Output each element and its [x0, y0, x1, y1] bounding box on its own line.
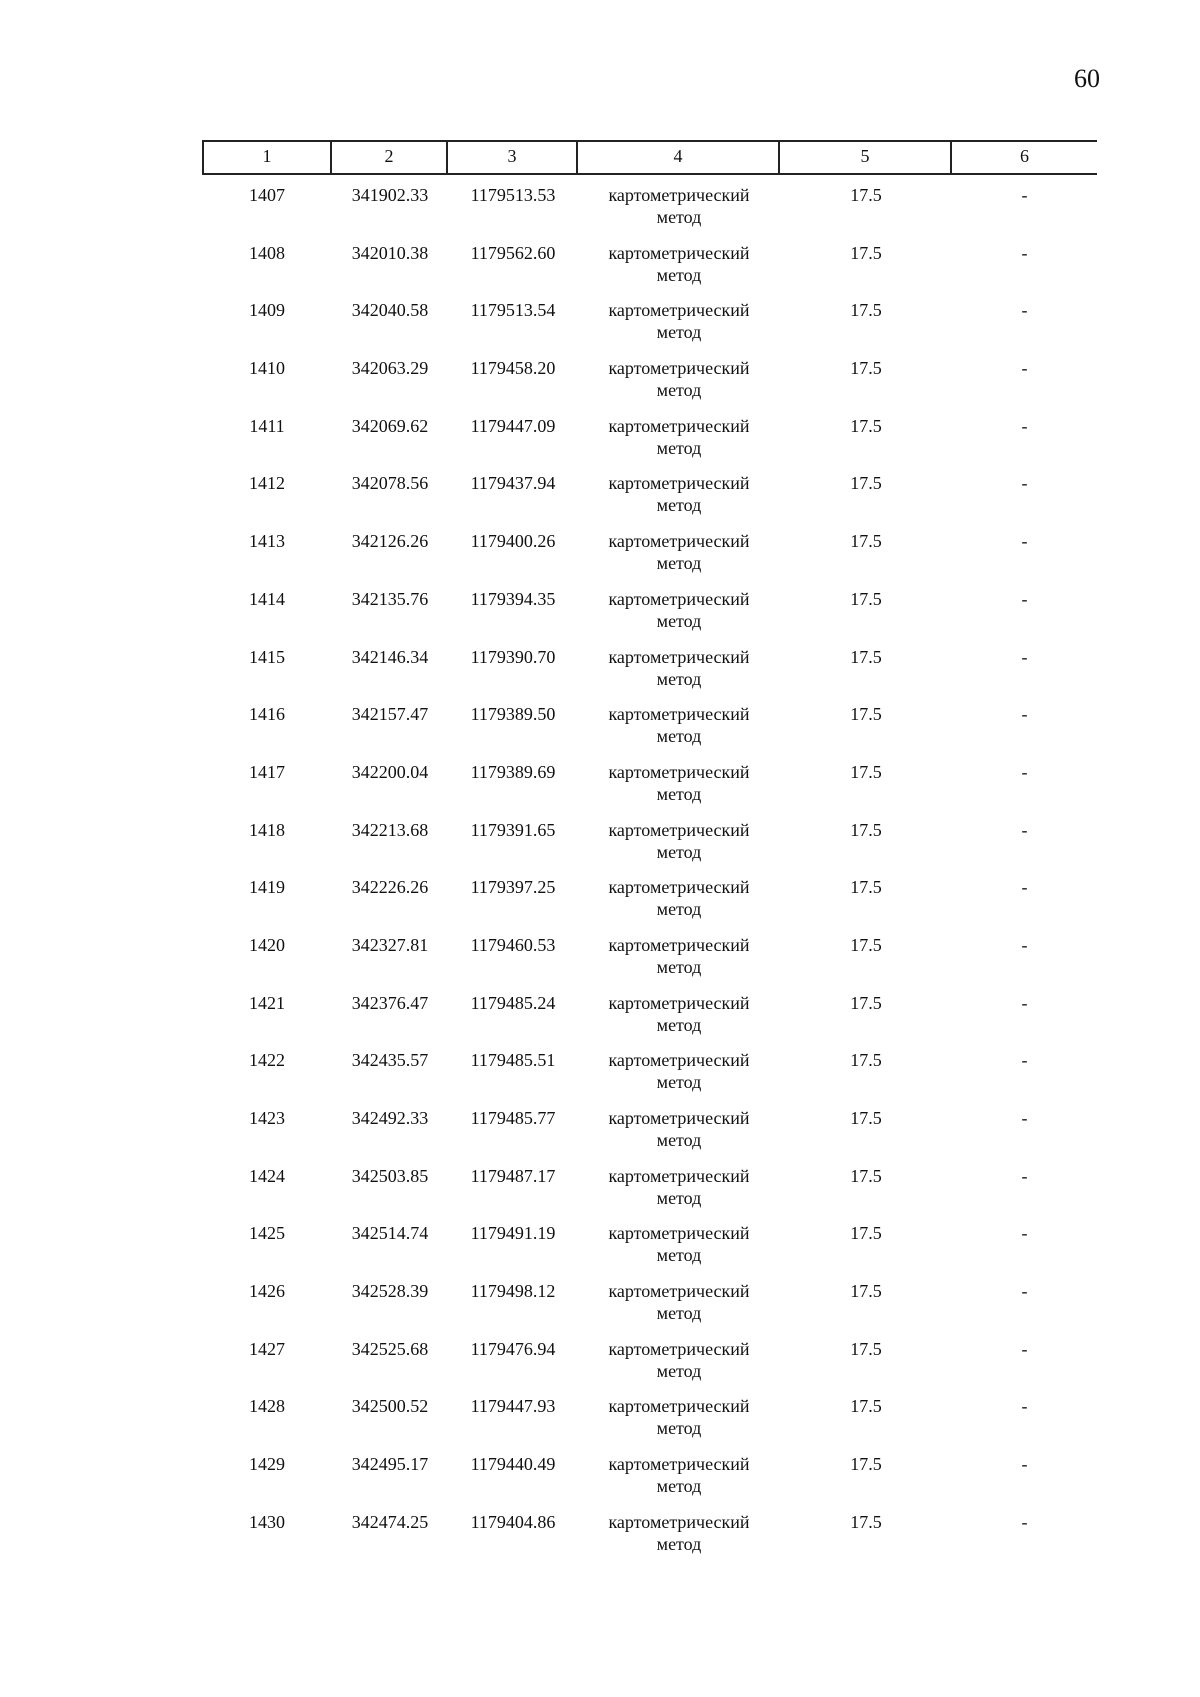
- point-number-cell: 1410: [249, 358, 285, 379]
- y-coordinate-cell: 1179513.54: [470, 300, 556, 321]
- method-line-1: картометрический: [608, 992, 750, 1013]
- method-cell: [578, 1280, 780, 1338]
- accuracy-cell: 17.5: [850, 992, 882, 1013]
- description-cell: -: [1021, 1165, 1028, 1186]
- method-line-1: картометрический: [608, 358, 750, 379]
- accuracy-cell: 17.5: [850, 1223, 882, 1244]
- method-line-1: картометрический: [608, 1050, 750, 1071]
- description-cell: -: [1021, 588, 1028, 609]
- accuracy-cell: 17.5: [850, 1050, 882, 1071]
- y-coordinate-cell: 1179460.53: [470, 934, 556, 955]
- y-coordinate-cell: 1179476.94: [470, 1338, 556, 1359]
- method-line-2: метод: [656, 437, 702, 458]
- accuracy-cell: 17.5: [850, 1338, 882, 1359]
- accuracy-cell: 17.5: [850, 300, 882, 321]
- table-row: [202, 761, 1097, 819]
- x-coordinate-cell: 341902.33: [351, 185, 429, 205]
- method-line-1: картометрический: [608, 1281, 750, 1302]
- description-cell: -: [1021, 1454, 1028, 1475]
- column-header-6: 6: [1020, 146, 1029, 166]
- y-coordinate-cell: 1179487.17: [470, 1165, 556, 1186]
- method-cell: [578, 819, 780, 877]
- method-line-2: метод: [656, 841, 702, 862]
- table-row: [202, 1107, 1097, 1165]
- method-cell: [578, 242, 780, 300]
- column-header-2: 2: [332, 142, 448, 173]
- method-line-2: метод: [656, 726, 702, 747]
- method-cell: [578, 184, 780, 242]
- method-line-1: картометрический: [608, 761, 750, 782]
- y-coordinate-cell: 1179390.70: [470, 646, 556, 667]
- method-line-1: картометрический: [608, 185, 750, 205]
- table-row: [202, 1453, 1097, 1511]
- method-line-1: картометрический: [608, 819, 750, 840]
- method-cell: [578, 1165, 780, 1223]
- method-cell: [578, 992, 780, 1050]
- accuracy-cell: 17.5: [850, 877, 882, 898]
- table-row: [202, 1165, 1097, 1223]
- method-line-2: метод: [656, 1476, 702, 1497]
- point-number-cell: 1426: [249, 1281, 285, 1302]
- accuracy-cell: 17.5: [850, 934, 882, 955]
- accuracy-cell: 17.5: [850, 819, 882, 840]
- description-cell: -: [1021, 877, 1028, 898]
- point-number-cell: 1429: [249, 1454, 285, 1475]
- point-number-cell: 1414: [249, 588, 285, 609]
- table-row: [202, 530, 1097, 588]
- method-line-2: метод: [656, 1130, 702, 1150]
- table-row: [202, 992, 1097, 1050]
- column-header-1: 1: [202, 142, 332, 173]
- x-coordinate-cell: 342495.17: [351, 1454, 429, 1475]
- method-cell: [578, 1049, 780, 1107]
- point-number-cell: 1427: [249, 1338, 285, 1359]
- point-number-cell: 1409: [249, 300, 285, 321]
- description-cell: -: [1021, 934, 1028, 955]
- method-cell: [578, 876, 780, 934]
- method-cell: [578, 1338, 780, 1396]
- method-cell: [578, 646, 780, 704]
- method-cell: [578, 299, 780, 357]
- method-cell: [578, 415, 780, 473]
- method-line-2: метод: [656, 668, 702, 689]
- accuracy-cell: 17.5: [850, 242, 882, 263]
- column-header-4: 4: [578, 142, 780, 173]
- method-cell: [578, 1453, 780, 1511]
- method-line-2: метод: [656, 553, 702, 574]
- table-row: [202, 1049, 1097, 1107]
- point-number-cell: 1424: [249, 1165, 285, 1186]
- method-cell: [578, 1222, 780, 1280]
- method-line-2: метод: [656, 610, 702, 631]
- y-coordinate-cell: 1179437.94: [470, 473, 556, 494]
- x-coordinate-cell: 342492.33: [351, 1108, 429, 1128]
- description-cell: -: [1021, 1338, 1028, 1359]
- method-line-1: картометрический: [608, 1454, 750, 1475]
- description-cell: -: [1021, 761, 1028, 782]
- method-line-2: метод: [656, 1533, 702, 1554]
- x-coordinate-cell: 342063.29: [351, 358, 429, 379]
- method-line-1: картометрический: [608, 704, 750, 725]
- method-line-1: картометрический: [608, 242, 750, 263]
- point-number-cell: 1420: [249, 934, 285, 955]
- y-coordinate-cell: 1179485.51: [470, 1050, 556, 1071]
- x-coordinate-cell: 342327.81: [351, 934, 429, 955]
- accuracy-cell: 17.5: [850, 646, 882, 667]
- accuracy-cell: 17.5: [850, 1454, 882, 1475]
- x-coordinate-cell: 342500.52: [351, 1396, 429, 1417]
- accuracy-cell: 17.5: [850, 1511, 882, 1532]
- y-coordinate-cell: 1179562.60: [470, 242, 556, 263]
- method-line-2: метод: [656, 495, 702, 516]
- y-coordinate-cell: 1179397.25: [470, 877, 556, 898]
- description-cell: -: [1021, 819, 1028, 840]
- method-line-2: метод: [656, 1245, 702, 1266]
- x-coordinate-cell: 342146.34: [351, 646, 429, 667]
- point-number-cell: 1416: [249, 704, 285, 725]
- table-row: [202, 242, 1097, 300]
- description-cell: -: [1021, 1050, 1028, 1071]
- y-coordinate-cell: 1179391.65: [470, 819, 556, 840]
- method-cell: [578, 472, 780, 530]
- x-coordinate-cell: 342528.39: [351, 1281, 429, 1302]
- table-row: [202, 415, 1097, 473]
- table-row: [202, 472, 1097, 530]
- y-coordinate-cell: 1179400.26: [470, 531, 556, 552]
- x-coordinate-cell: 342514.74: [351, 1223, 429, 1244]
- method-line-2: метод: [656, 322, 702, 343]
- column-header-5: 5: [780, 142, 952, 173]
- method-cell: [578, 530, 780, 588]
- accuracy-cell: 17.5: [850, 185, 882, 205]
- table-header: [202, 140, 1097, 175]
- x-coordinate-cell: 342157.47: [351, 704, 429, 725]
- y-coordinate-cell: 1179513.53: [470, 185, 556, 205]
- table-row: [202, 184, 1097, 242]
- y-coordinate-cell: 1179440.49: [470, 1454, 556, 1475]
- method-line-2: метод: [656, 956, 702, 977]
- point-number-cell: 1417: [249, 761, 285, 782]
- method-line-2: метод: [656, 783, 702, 804]
- point-number-cell: 1408: [249, 242, 285, 263]
- method-line-2: метод: [656, 1187, 702, 1208]
- x-coordinate-cell: 342503.85: [351, 1165, 429, 1186]
- accuracy-cell: 17.5: [850, 761, 882, 782]
- point-number-cell: 1428: [249, 1396, 285, 1417]
- method-line-2: метод: [656, 899, 702, 920]
- point-number-cell: 1421: [249, 992, 285, 1013]
- y-coordinate-cell: 1179498.12: [470, 1281, 556, 1302]
- x-coordinate-cell: 342226.26: [351, 877, 429, 898]
- coordinates-table: [202, 140, 1097, 1554]
- table-row: [202, 1511, 1097, 1569]
- point-number-cell: 1413: [249, 531, 285, 552]
- method-line-2: метод: [656, 1360, 702, 1381]
- method-cell: [578, 703, 780, 761]
- method-cell: [578, 1107, 780, 1165]
- method-line-1: картометрический: [608, 415, 750, 436]
- y-coordinate-cell: 1179389.50: [470, 704, 556, 725]
- point-number-cell: 1419: [249, 877, 285, 898]
- accuracy-cell: 17.5: [850, 473, 882, 494]
- table-row: [202, 588, 1097, 646]
- method-line-1: картометрический: [608, 646, 750, 667]
- method-line-1: картометрический: [608, 531, 750, 552]
- method-line-1: картометрический: [608, 473, 750, 494]
- description-cell: -: [1021, 531, 1028, 552]
- accuracy-cell: 17.5: [850, 588, 882, 609]
- method-line-1: картометрический: [608, 877, 750, 898]
- accuracy-cell: 17.5: [850, 415, 882, 436]
- table-row: [202, 1280, 1097, 1338]
- description-cell: -: [1021, 300, 1028, 321]
- method-line-2: метод: [656, 207, 702, 227]
- description-cell: -: [1021, 1511, 1028, 1532]
- accuracy-cell: 17.5: [850, 1396, 882, 1417]
- description-cell: -: [1021, 473, 1028, 494]
- point-number-cell: 1415: [249, 646, 285, 667]
- y-coordinate-cell: 1179491.19: [470, 1223, 556, 1244]
- description-cell: -: [1021, 415, 1028, 436]
- y-coordinate-cell: 1179485.77: [470, 1108, 556, 1128]
- x-coordinate-cell: 342213.68: [351, 819, 429, 840]
- accuracy-cell: 17.5: [850, 704, 882, 725]
- x-coordinate-cell: 342474.25: [351, 1511, 429, 1532]
- method-cell: [578, 588, 780, 646]
- method-cell: [578, 1395, 780, 1453]
- page-number: 60: [1074, 64, 1100, 93]
- method-cell: [578, 357, 780, 415]
- accuracy-cell: 17.5: [850, 531, 882, 552]
- x-coordinate-cell: 342069.62: [351, 415, 429, 436]
- method-cell: [578, 761, 780, 819]
- x-coordinate-cell: 342078.56: [351, 473, 429, 494]
- method-line-1: картометрический: [608, 1165, 750, 1186]
- description-cell: -: [1021, 1281, 1028, 1302]
- point-number-cell: 1422: [249, 1050, 285, 1071]
- method-line-1: картометрический: [608, 934, 750, 955]
- table-row: [202, 876, 1097, 934]
- point-number-cell: 1411: [249, 415, 285, 436]
- table-row: [202, 1338, 1097, 1396]
- description-cell: -: [1021, 242, 1028, 263]
- description-cell: -: [1021, 1108, 1028, 1128]
- method-line-1: картометрический: [608, 588, 750, 609]
- x-coordinate-cell: 342040.58: [351, 300, 429, 321]
- x-coordinate-cell: 342376.47: [351, 992, 429, 1013]
- table-row: [202, 934, 1097, 992]
- table-row: [202, 646, 1097, 704]
- x-coordinate-cell: 342200.04: [351, 761, 429, 782]
- x-coordinate-cell: 342525.68: [351, 1338, 429, 1359]
- method-line-2: метод: [656, 264, 702, 285]
- method-cell: [578, 934, 780, 992]
- y-coordinate-cell: 1179447.09: [470, 415, 556, 436]
- table-row: [202, 819, 1097, 877]
- y-coordinate-cell: 1179404.86: [470, 1511, 556, 1532]
- method-line-1: картометрический: [608, 1338, 750, 1359]
- accuracy-cell: 17.5: [850, 1165, 882, 1186]
- x-coordinate-cell: 342010.38: [351, 242, 429, 263]
- y-coordinate-cell: 1179485.24: [470, 992, 556, 1013]
- description-cell: -: [1021, 1396, 1028, 1417]
- description-cell: -: [1021, 1223, 1028, 1244]
- method-line-2: метод: [656, 380, 702, 401]
- method-line-1: картометрический: [608, 300, 750, 321]
- y-coordinate-cell: 1179447.93: [470, 1396, 556, 1417]
- table-row: [202, 299, 1097, 357]
- method-line-1: картометрический: [608, 1511, 750, 1532]
- description-cell: -: [1021, 185, 1028, 205]
- method-line-2: метод: [656, 1418, 702, 1439]
- y-coordinate-cell: 1179458.20: [470, 358, 556, 379]
- x-coordinate-cell: 342435.57: [351, 1050, 429, 1071]
- accuracy-cell: 17.5: [850, 1281, 882, 1302]
- x-coordinate-cell: 342135.76: [351, 588, 429, 609]
- point-number-cell: 1412: [249, 473, 285, 494]
- point-number-cell: 1430: [249, 1511, 285, 1532]
- point-number-cell: 1418: [249, 819, 285, 840]
- y-coordinate-cell: 1179394.35: [470, 588, 556, 609]
- description-cell: -: [1021, 704, 1028, 725]
- table-row: [202, 1395, 1097, 1453]
- y-coordinate-cell: 1179389.69: [470, 761, 556, 782]
- point-number-cell: 1425: [249, 1223, 285, 1244]
- point-number-cell: 1407: [249, 185, 285, 205]
- column-header-3: 3: [448, 142, 578, 173]
- method-line-2: метод: [656, 1303, 702, 1324]
- table-body: [202, 184, 1097, 1569]
- description-cell: -: [1021, 358, 1028, 379]
- table-row: [202, 1222, 1097, 1280]
- x-coordinate-cell: 342126.26: [351, 531, 429, 552]
- description-cell: -: [1021, 992, 1028, 1013]
- method-cell: [578, 1511, 780, 1569]
- accuracy-cell: 17.5: [850, 1108, 882, 1128]
- accuracy-cell: 17.5: [850, 358, 882, 379]
- method-line-1: картометрический: [608, 1396, 750, 1417]
- table-row: [202, 357, 1097, 415]
- method-line-1: картометрический: [608, 1108, 750, 1128]
- table-row: [202, 703, 1097, 761]
- method-line-1: картометрический: [608, 1223, 750, 1244]
- description-cell: -: [1021, 646, 1028, 667]
- point-number-cell: 1423: [249, 1108, 285, 1128]
- method-line-2: метод: [656, 1072, 702, 1093]
- method-line-2: метод: [656, 1014, 702, 1035]
